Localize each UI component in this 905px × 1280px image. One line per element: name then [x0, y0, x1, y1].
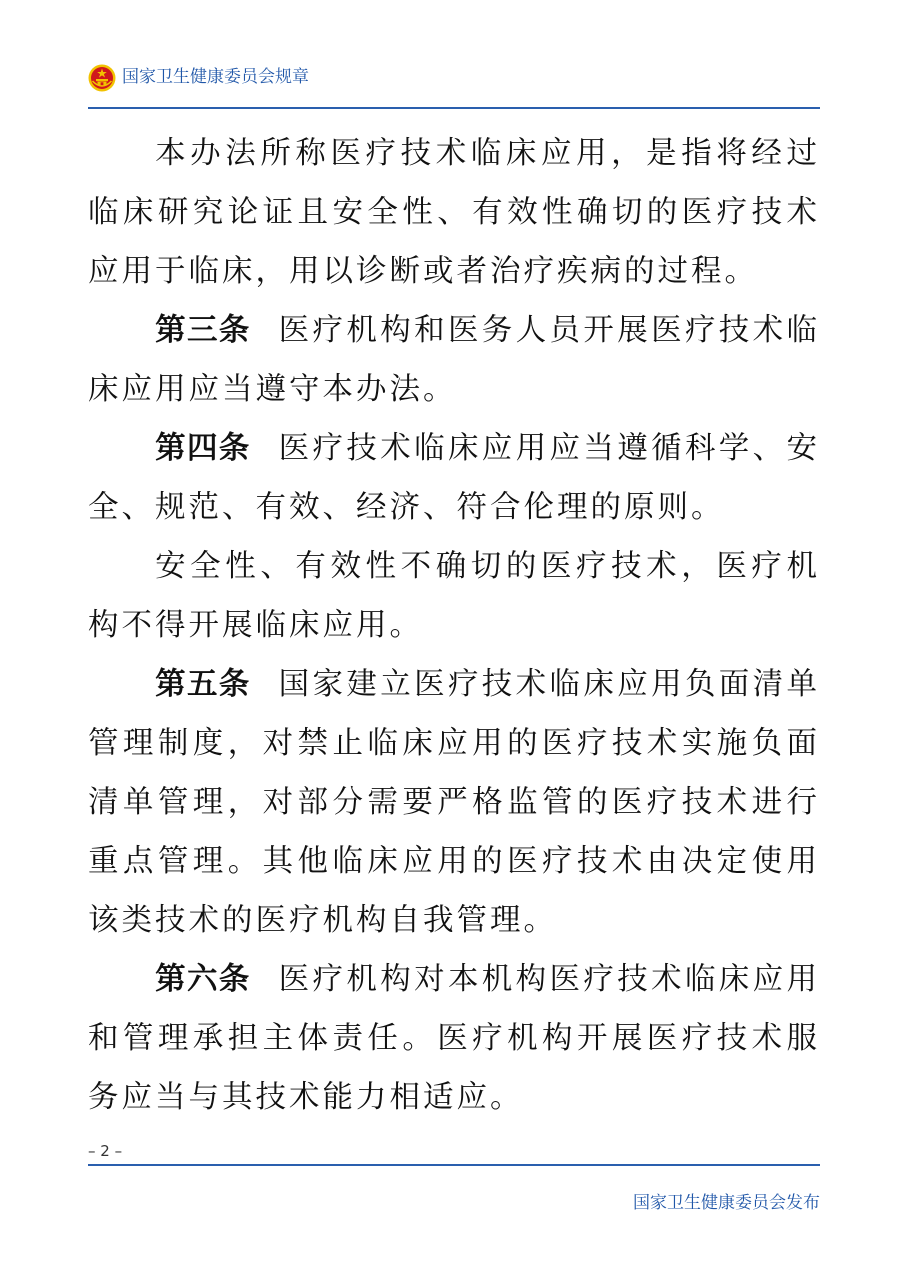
paragraph-text: 国家建立医疗技术临床应用负面清单管理制度，对禁止临床应用的医疗技术实施负面清单管理，对部分需要严格监管的医疗技术进行重点管理。其他临床应用的医疗技术由决定使用该类技术的医疗机构自我管理。 [88, 667, 821, 938]
footer-divider [88, 1164, 820, 1166]
article-number: 第五条 [155, 667, 251, 702]
paragraph-text: 本办法所称医疗技术临床应用，是指将经过临床研究论证且安全性、有效性确切的医疗技术应用于临床，用以诊断或者治疗疾病的过程。 [88, 136, 820, 289]
paragraph-text: 安全性、有效性不确切的医疗技术，医疗机构不得开展临床应用。 [88, 549, 820, 643]
national-emblem-icon [88, 64, 116, 92]
article-paragraph [88, 419, 820, 537]
paragraph [88, 537, 820, 655]
header-divider [88, 107, 820, 109]
article-paragraph [88, 950, 820, 1127]
article-paragraph [88, 655, 820, 950]
page-header [88, 62, 820, 98]
paragraph-text: 医疗技术临床应用应当遵循科学、安全、规范、有效、经济、符合伦理的原则。 [88, 431, 821, 525]
article-paragraph [88, 301, 820, 419]
paragraph-text: 医疗机构对本机构医疗技术临床应用和管理承担主体责任。医疗机构开展医疗技术服务应当与其技术能力相适应。 [88, 962, 821, 1115]
header-title: 国家卫生健康委员会规章 [122, 67, 309, 87]
footer-publisher: 国家卫生健康委员会发布 [633, 1193, 820, 1213]
document-body [88, 124, 820, 1127]
article-number: 第四条 [155, 431, 251, 466]
article-number: 第三条 [155, 313, 251, 348]
article-number: 第六条 [155, 962, 251, 997]
page-number: – 2 – [88, 1142, 123, 1160]
paragraph [88, 124, 820, 301]
paragraph-text: 医疗机构和医务人员开展医疗技术临床应用应当遵守本办法。 [88, 313, 821, 407]
